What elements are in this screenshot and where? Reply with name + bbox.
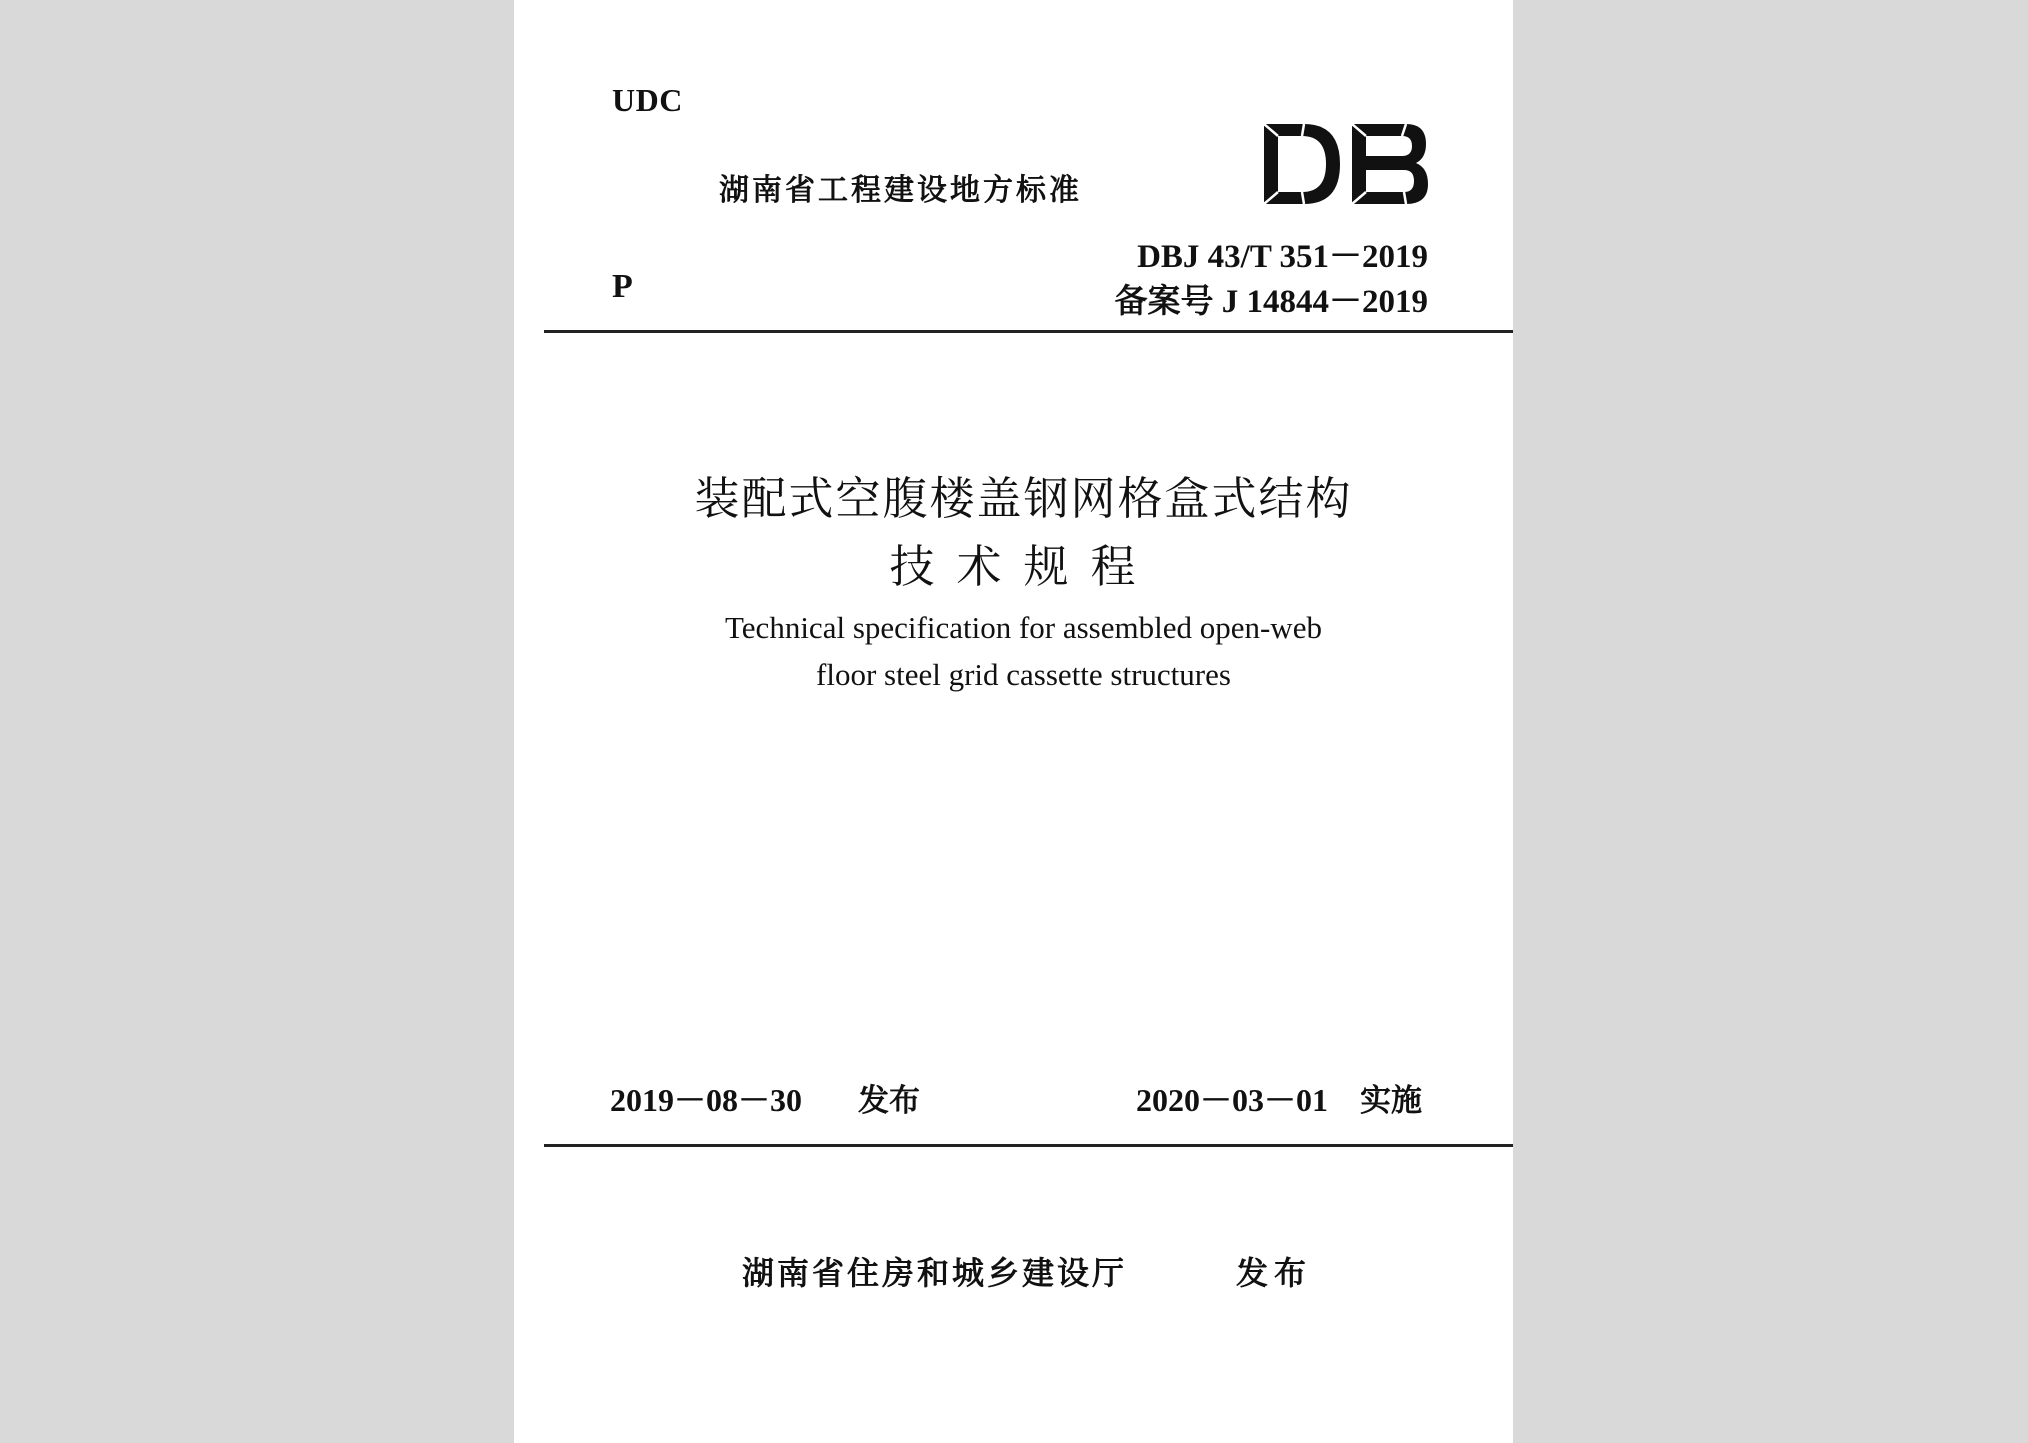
bottom-divider (544, 1144, 1513, 1147)
issue-date: 2019－08－30 (610, 1082, 803, 1118)
title-chinese-line2: 技术规程 (889, 540, 1158, 593)
standard-number: DBJ 43/T 351－2019 (1137, 239, 1428, 275)
local-standard-heading: 湖南省工程建设地方标准 (719, 173, 1082, 208)
title-chinese-line1: 装配式空腹楼盖钢网格盒式结构 (694, 472, 1353, 525)
udc-label: UDC (612, 82, 683, 118)
implementation-date: 2020－03－01 (1136, 1082, 1329, 1118)
implementation-label: 实施 (1360, 1083, 1422, 1119)
classification-code: P (612, 268, 633, 305)
publisher: 湖南省住房和城乡建设厅 (742, 1254, 1128, 1292)
document-cover (514, 0, 1513, 1443)
record-number: 备案号 J 14844－2019 (1114, 284, 1428, 320)
db-logo (1260, 120, 1430, 208)
title-english-line2: floor steel grid cassette structures (816, 657, 1231, 692)
title-english-line1: Technical specification for assembled open-web (725, 610, 1322, 645)
publisher-action: 发布 (1236, 1254, 1313, 1292)
top-divider (544, 330, 1513, 333)
issue-label: 发布 (858, 1083, 920, 1119)
